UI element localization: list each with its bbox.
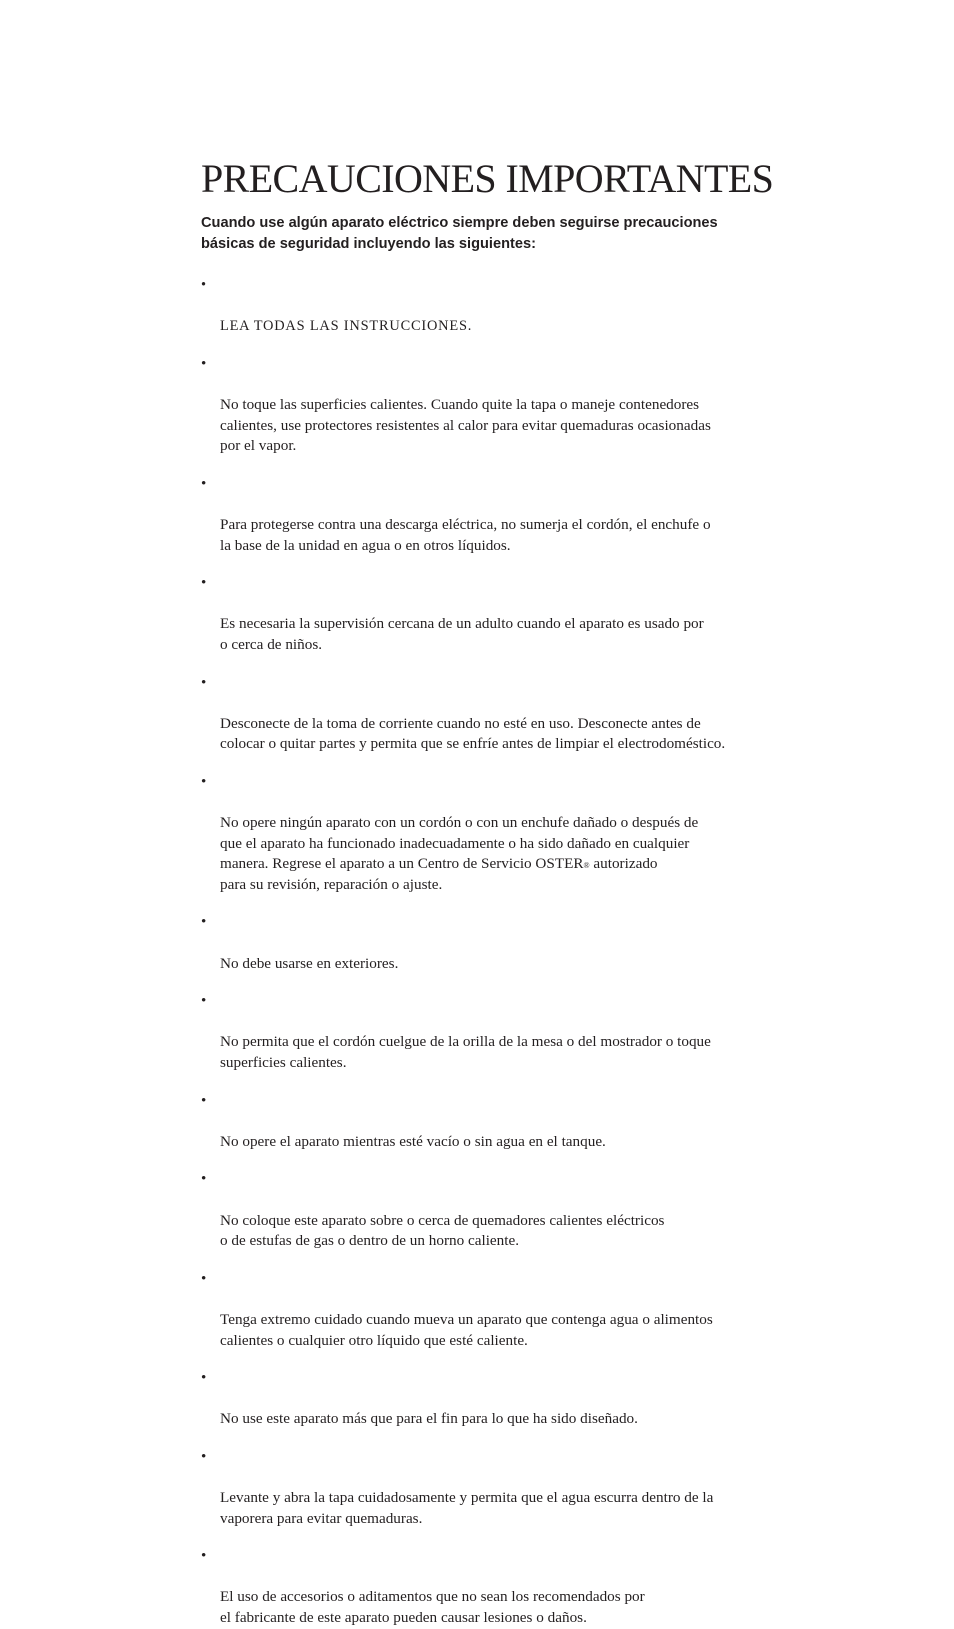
page-title: PRECAUCIONES IMPORTANTES [201,156,774,201]
list-item-text: No permita que el cordón cuelgue de la orilla de la mesa o del mostrador o toque superficies calientes. [220,1033,711,1071]
list-item-text: Tenga extremo cuidado cuando mueva un aparato que contenga agua o alimentos calientes o cualquier otro líquido que esté caliente. [220,1310,713,1349]
list-item [201,1546,761,1628]
list-item-text-after: autorizado para su revisión, reparación o ajuste. [220,855,658,893]
bullet-icon: • [201,574,207,592]
list-item [201,1368,761,1430]
bullet-icon: • [201,1269,207,1287]
bullet-icon: • [201,1547,207,1565]
list-item [201,354,761,457]
list-item-text: No debe usarse en exteriores. [220,954,399,972]
list-item [201,275,761,337]
list-item [201,1447,761,1529]
list-item-text: Levante y abra la tapa cuidadosamente y permita que el agua escurra dentro de la vaporera para evitar quemaduras. [220,1489,714,1527]
bullet-icon: • [201,673,207,691]
list-item [201,573,761,655]
list-item [201,772,761,896]
bullet-icon: • [201,277,207,293]
list-item [201,673,761,755]
list-item-text: Para protegerse contra una descarga eléctrica, no sumerja el cordón, el enchufe o la base de la unidad en agua o en otros líquidos. [220,515,711,554]
intro-paragraph: Cuando use algún aparato eléctrico siempre deben seguirse precauciones básicas de seguridad incluyendo las siguientes: [201,215,718,252]
list-item-text: No use este aparato más que para el fin para lo que ha sido diseñado. [220,1410,638,1428]
list-item-text: No toque las superficies calientes. Cuando quite la tapa o maneje contenedores calientes, use protectores resistentes al calor para evitar quemaduras ocasionadas por el vapor. [220,395,711,455]
bullet-icon: • [201,772,207,790]
list-item-text: El uso de accesorios o aditamentos que no sean los recomendados por el fabricante de este aparato pueden causar lesiones o daños. [220,1588,645,1627]
list-item [201,1269,761,1351]
bullet-icon: • [201,474,207,492]
precautions-list [201,275,761,1629]
list-item [201,1091,761,1153]
list-item-text: No opere el aparato mientras esté vacío o sin agua en el tanque. [220,1132,606,1150]
bullet-icon: • [201,992,207,1010]
list-item-text: No coloque este aparato sobre o cerca de quemadores calientes eléctricos o de estufas de gas o dentro de un horno caliente. [220,1211,665,1250]
registered-mark: ® [583,861,590,871]
list-item [201,1169,761,1251]
bullet-icon: • [201,913,207,931]
bullet-icon: • [201,1369,207,1387]
bullet-icon: • [201,1447,207,1465]
bullet-icon: • [201,1170,207,1188]
document-page [201,155,774,1629]
list-item-text: LEA TODAS LAS INSTRUCCIONES. [220,318,473,335]
list-item-text: Desconecte de la toma de corriente cuando no esté en uso. Desconecte antes de colocar o quitar partes y permita que se enfríe antes de limpiar el electrodoméstico. [220,714,726,753]
bullet-icon: • [201,354,207,372]
bullet-icon: • [201,1091,207,1109]
list-item [201,912,761,974]
list-item-text: Es necesaria la supervisión cercana de un adulto cuando el aparato es usado por o cerca de niños. [220,615,704,653]
list-item [201,474,761,556]
list-item [201,991,761,1073]
list-item-text-before: No opere ningún aparato con un cordón o con un enchufe dañado o después de que el aparato ha funcionado inadecuadamente o ha sido dañado en cualquier manera. Regrese el aparato a un Centro de Servicio OSTER [220,814,699,873]
